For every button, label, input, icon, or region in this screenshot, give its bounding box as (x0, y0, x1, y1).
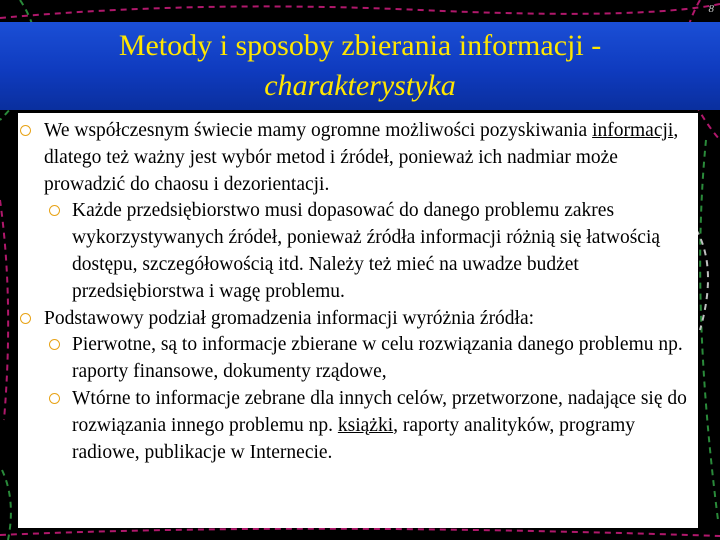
bullet-item-4 (18, 332, 698, 386)
bullet-text: Każde przedsiębiorstwo musi dopasować do danego problemu zakres wykorzystywanych źródeł, ponieważ źródła informacji różnią się łatwością dostępu, szczegółowością itd. Należy też mieć na uwadze budżet przedsiębiorstwa i wagę problemu. (72, 200, 661, 302)
bullet-text: , dlatego też ważny jest wybór metod i źródeł, ponieważ ich nadmiar może prowadzić do chaosu i dezorientacji. (44, 120, 679, 195)
hyperlink-ksiazki[interactable]: książki (337, 414, 394, 436)
bullet-list (18, 118, 698, 466)
bullet-text: We współczesnym świecie mamy ogromne możliwości pozyskiwania (44, 120, 593, 141)
bullet-text: Wtórne to informacje zebrane dla innych celów, przetworzone, nadające się do rozwiązania innego problemu np. (72, 387, 687, 436)
bullet-item-1 (18, 118, 698, 198)
bullet-text: Pierwotne, są to informacje zbierane w celu rozwiązania danego problemu np. raporty finansowe, dokumenty rządowe, (72, 334, 683, 383)
bullet-item-5 (18, 386, 698, 466)
bullet-circle-icon (49, 393, 60, 404)
slide-title (0, 26, 720, 106)
bullet-text: Podstawowy podział gromadzenia informacji wyróżnia źródła: (44, 307, 535, 329)
title-line-1: Metody i sposoby zbierania informacji - (118, 29, 602, 62)
bullet-item-2 (18, 198, 698, 305)
bullet-circle-icon (20, 313, 31, 324)
bullet-text: , raporty analityków, programy radiowe, publikacje w Internecie. (72, 414, 635, 463)
bullet-circle-icon (20, 125, 31, 136)
bullet-circle-icon (49, 205, 60, 216)
hyperlink-informacji[interactable]: informacji (592, 120, 674, 141)
bullet-item-3 (18, 306, 698, 333)
bullet-circle-icon (49, 339, 60, 350)
title-line-2: charakterystyka (264, 69, 456, 102)
page-number: 8 (708, 3, 714, 15)
